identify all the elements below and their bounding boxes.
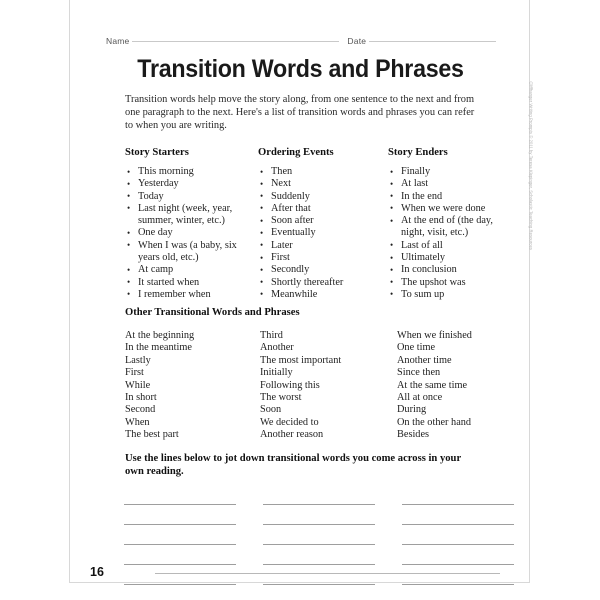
phrase-item: In the meantime — [125, 342, 192, 354]
phrase-item: Initially — [260, 367, 293, 379]
list-item: • First — [271, 252, 388, 264]
list-item: • Shortly thereafter — [271, 277, 388, 289]
other-column-1 — [125, 330, 260, 442]
list-item: • Yesterday — [138, 178, 258, 190]
list-item: • This morning — [138, 166, 258, 178]
bullet-list — [388, 166, 505, 301]
phrase-item: When — [125, 416, 150, 428]
other-section-heading: Other Transitional Words and Phrases — [125, 307, 300, 318]
answer-blank-line[interactable] — [402, 531, 514, 545]
list-item: • Today — [138, 191, 258, 203]
answer-blank-line[interactable] — [402, 551, 514, 565]
answer-line-row — [124, 551, 514, 571]
answer-blank-line[interactable] — [124, 491, 236, 505]
phrase-item: Following this — [260, 379, 320, 391]
copyright-credit: Cliffhanger Writing Prompts © 2011 by Teresa Klepinger, Scholastic Teaching Resources — [529, 81, 534, 250]
list-item: • Then — [271, 166, 388, 178]
list-item: • Suddenly — [271, 191, 388, 203]
list-item: • Later — [271, 240, 388, 252]
column-ordering-events — [258, 147, 388, 301]
answer-blank-line[interactable] — [263, 531, 375, 545]
answer-line-row — [124, 511, 514, 531]
phrase-item: Third — [260, 330, 283, 341]
intro-paragraph: Transition words help move the story along, from one sentence to the next and from one paragraph to the next. Here's a list of transition words and phrases you can refer to when you are writing. — [125, 94, 475, 132]
bullet-list — [258, 166, 388, 301]
phrase-item: Soon — [260, 404, 282, 416]
list-item: • One day — [138, 227, 258, 239]
list-item: • In the end — [401, 191, 505, 203]
other-column-2 — [260, 330, 397, 442]
other-transitional-columns — [125, 330, 515, 442]
answer-blank-line[interactable] — [263, 551, 375, 565]
list-item: • At camp — [138, 264, 258, 276]
page-title: Transition Words and Phrases — [137, 55, 464, 83]
answer-lines-grid — [124, 491, 514, 591]
list-item: • Last of all — [401, 240, 505, 252]
list-item: • The upshot was — [401, 277, 505, 289]
column-heading: Ordering Events — [258, 147, 334, 158]
list-item: • Last night (week, year, summer, winter, etc.) — [138, 203, 258, 228]
answer-blank-line[interactable] — [263, 511, 375, 525]
column-heading: Story Starters — [125, 147, 189, 158]
phrase-item: During — [397, 404, 427, 416]
list-item: • Finally — [401, 166, 505, 178]
worksheet-page — [69, 0, 534, 583]
date-label: Date — [347, 36, 367, 46]
list-item: • Secondly — [271, 264, 388, 276]
other-column-3 — [397, 330, 515, 442]
list-item: • After that — [271, 203, 388, 215]
phrase-item: While — [125, 379, 151, 391]
phrase-item: The most important — [260, 354, 342, 366]
answer-blank-line[interactable] — [263, 491, 375, 505]
answer-line-row — [124, 531, 514, 551]
phrase-item: When we finished — [397, 330, 472, 341]
list-item: • Eventually — [271, 227, 388, 239]
phrase-item: One time — [397, 342, 436, 354]
footer-divider — [155, 572, 500, 574]
name-date-row — [106, 36, 496, 50]
page-number: 16 — [90, 565, 104, 579]
list-item: • At last — [401, 178, 505, 190]
phrase-item: We decided to — [260, 416, 319, 428]
answer-blank-line[interactable] — [124, 511, 236, 525]
activity-instruction: Use the lines below to jot down transitional words you come across in your own reading. — [125, 453, 461, 478]
list-item: • Next — [271, 178, 388, 190]
phrase-item: Since then — [397, 367, 441, 379]
phrase-item: The worst — [260, 392, 302, 404]
phrase-item: Lastly — [125, 354, 151, 366]
phrase-item: On the other hand — [397, 416, 472, 428]
phrase-item: The best part — [125, 429, 179, 441]
column-story-starters — [125, 147, 258, 301]
column-story-enders — [388, 147, 505, 301]
list-item: • I remember when — [138, 289, 258, 301]
list-item: • When I was (a baby, six years old, etc.) — [138, 240, 258, 265]
name-input-line[interactable] — [132, 40, 339, 42]
phrase-item: At the beginning — [125, 330, 195, 341]
phrase-item: Second — [125, 404, 156, 416]
list-item: • It started when — [138, 277, 258, 289]
date-input-line[interactable] — [369, 40, 496, 42]
column-heading: Story Enders — [388, 147, 448, 158]
list-item: • Meanwhile — [271, 289, 388, 301]
phrase-item: All at once — [397, 392, 443, 404]
phrase-item: Another time — [397, 354, 452, 366]
list-item: • When we were done — [401, 203, 505, 215]
answer-blank-line[interactable] — [124, 551, 236, 565]
list-item: • In conclusion — [401, 264, 505, 276]
phrase-item: At the same time — [397, 379, 468, 391]
list-item: • To sum up — [401, 289, 505, 301]
answer-blank-line[interactable] — [402, 511, 514, 525]
answer-blank-line[interactable] — [402, 491, 514, 505]
bullet-list — [125, 166, 258, 301]
answer-line-row — [124, 491, 514, 511]
answer-blank-line[interactable] — [124, 531, 236, 545]
phrase-item: In short — [125, 392, 157, 404]
name-label: Name — [106, 36, 130, 46]
phrase-item: First — [125, 367, 144, 379]
phrase-item: Another reason — [260, 429, 324, 441]
list-item: • Ultimately — [401, 252, 505, 264]
list-item: • Soon after — [271, 215, 388, 227]
list-item: • At the end of (the day, night, visit, etc.) — [401, 215, 505, 240]
answer-line-row — [124, 571, 514, 591]
transition-columns — [125, 147, 505, 301]
phrase-item: Besides — [397, 429, 430, 441]
phrase-item: Another — [260, 342, 294, 354]
